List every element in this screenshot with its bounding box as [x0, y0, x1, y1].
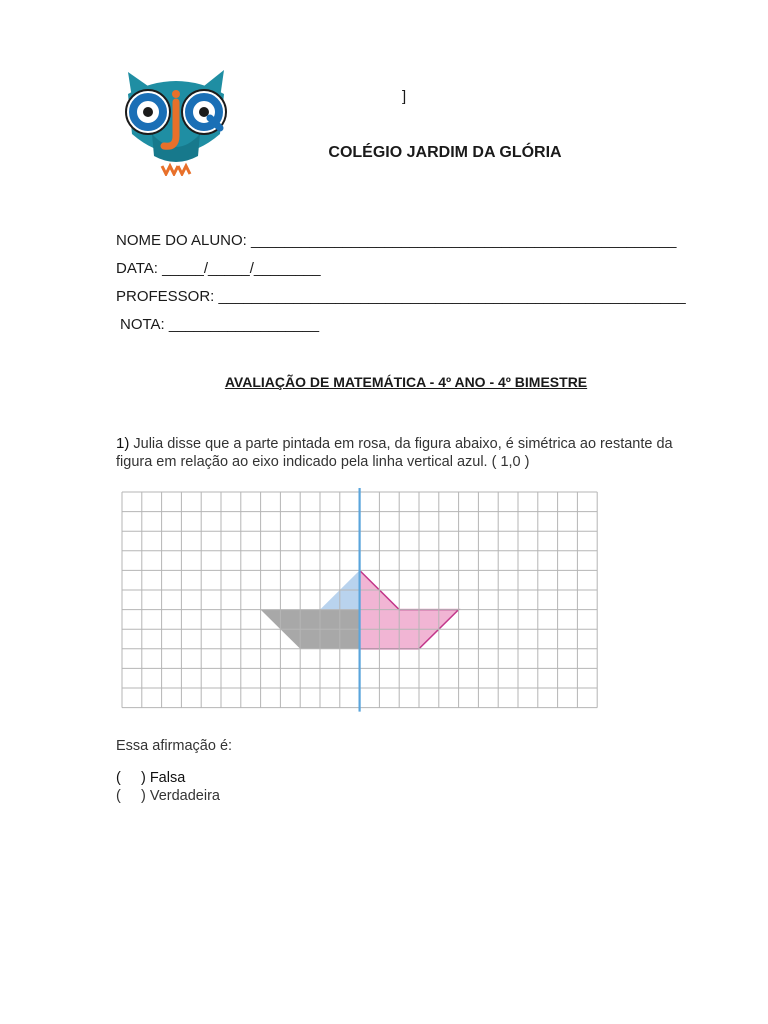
date-field[interactable]: DATA: _____/_____/________ — [116, 260, 321, 277]
grade-field[interactable]: NOTA: __________________ — [120, 316, 320, 333]
grid-figure-svg — [116, 486, 604, 722]
symmetry-figure — [116, 486, 604, 722]
option-falsa[interactable]: ( ) Falsa — [116, 770, 186, 786]
bracket-mark: ] — [402, 88, 407, 105]
school-logo — [118, 64, 234, 176]
school-name: COLÉGIO JARDIM DA GLÓRIA — [328, 144, 562, 161]
exam-title: AVALIAÇÃO DE MATEMÁTICA - 4º ANO - 4º BIMESTRE — [224, 374, 588, 390]
question-text: Julia disse que a parte pintada em rosa, da figura abaixo, é simétrica ao restante da figura em relação ao eixo indicado pela linha vertical azul. ( 1,0 ) — [116, 436, 673, 470]
option-verdadeira[interactable]: ( ) Verdadeira — [116, 788, 220, 804]
question-number: 1) — [116, 435, 130, 452]
question-1 — [116, 435, 701, 471]
question-prompt: Essa afirmação é: — [116, 738, 233, 754]
owl-logo-icon — [118, 64, 234, 176]
teacher-field[interactable]: PROFESSOR: ________________________________________________________ — [116, 288, 686, 305]
student-name-field[interactable]: NOME DO ALUNO: ___________________________________________________ — [116, 232, 677, 249]
